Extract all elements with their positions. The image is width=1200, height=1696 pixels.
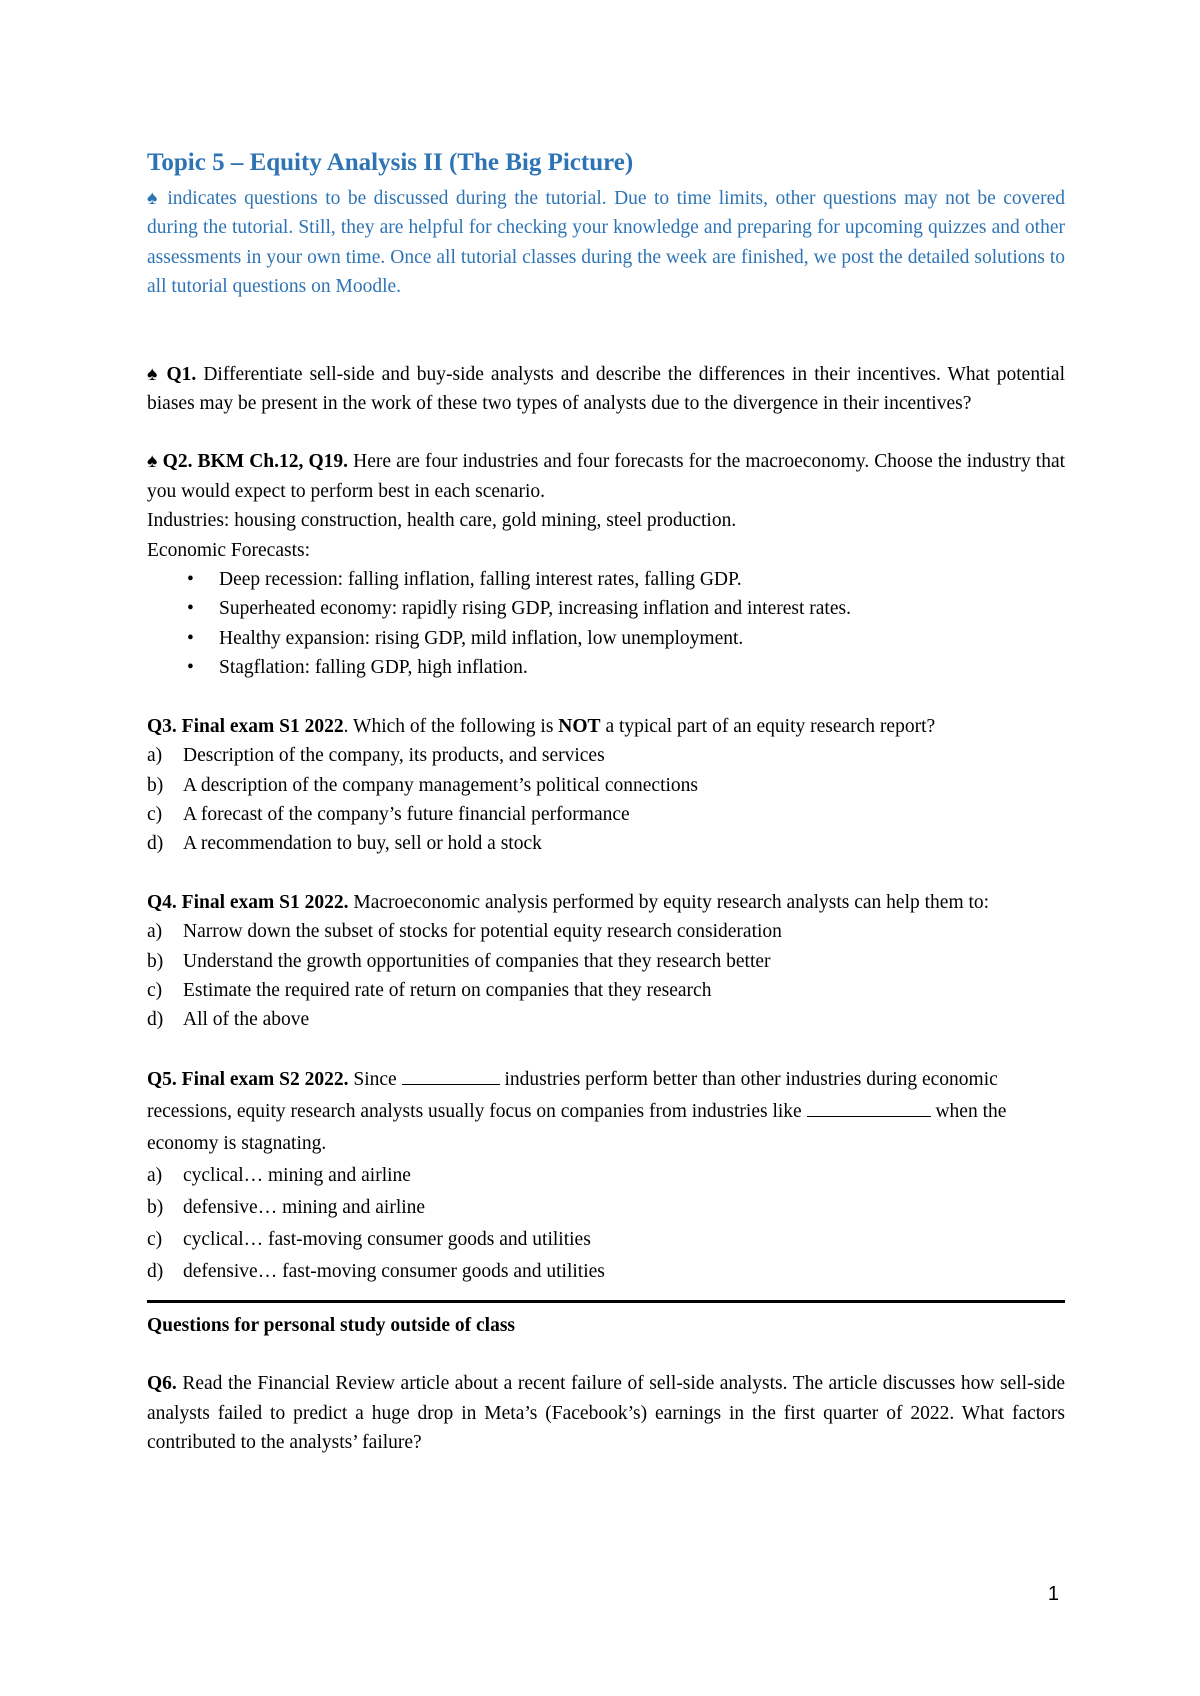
list-item: • Deep recession: falling inflation, falling interest rates, falling GDP. (147, 565, 1065, 594)
spade-marker: ♠ (147, 363, 160, 385)
question-text: Macroeconomic analysis performed by equity research analysts can help them to: (353, 891, 990, 913)
question-label: Q2. BKM Ch.12, Q19. (162, 451, 349, 473)
question-text: Here are four industries and four forecasts for the macroeconomy. Choose the industry that you would expect to perform best in each scenario. (147, 451, 1066, 502)
bullet-icon: • (187, 598, 194, 620)
question-label: Q6. (147, 1373, 177, 1395)
answer-option: c) A forecast of the company’s future financial performance (147, 803, 630, 825)
question-label: Q3. Final exam S1 2022 (147, 715, 344, 737)
list-item: • Healthy expansion: rising GDP, mild inflation, low unemployment. (147, 624, 1065, 653)
list-item: • Superheated economy: rapidly rising GDP, increasing inflation and interest rates. (147, 594, 1065, 623)
bullet-icon: • (187, 657, 194, 679)
answer-option: c) cyclical… fast-moving consumer goods and utilities (147, 1228, 591, 1250)
answer-option: d) A recommendation to buy, sell or hold a stock (147, 833, 542, 855)
answer-options (147, 917, 1065, 1035)
question-text: Differentiate sell-side and buy-side analysts and describe the differences in their incentives. What potential biases may be present in the work of these two types of analysts due to the divergence in their incentives? (147, 363, 1066, 415)
forecasts-label: Economic Forecasts: (147, 539, 310, 561)
intro-paragraph: ♠ indicates questions to be discussed during the tutorial. Due to time limits, other questions may not be covered during the tutorial. Still, they are helpful for checking your knowledge and preparing for upcoming quizzes and other assessments in your own time. Once all tutorial classes during the week are finished, we post the detailed solutions to all tutorial questions on Moodle. (147, 188, 1065, 298)
section-heading: Questions for personal study outside of class (147, 1314, 516, 1336)
question-6 (147, 1369, 1065, 1457)
emphasis-not: NOT (558, 715, 601, 737)
section-divider (147, 1300, 1065, 1303)
answer-option: a) Description of the company, its products, and services (147, 745, 605, 767)
question-2 (147, 447, 1065, 506)
answer-option: d) defensive… fast-moving consumer goods and utilities (147, 1260, 605, 1282)
document-page (147, 146, 1065, 1457)
answer-option: c) Estimate the required rate of return on companies that they research (147, 979, 712, 1001)
page-number: 1 (1047, 1583, 1059, 1605)
page-title: Topic 5 – Equity Analysis II (The Big Picture) (147, 149, 634, 176)
question-4 (147, 888, 1065, 917)
answer-blank-1 (402, 1066, 500, 1085)
answer-options (147, 1160, 1065, 1288)
answer-option: a) cyclical… mining and airline (147, 1164, 411, 1186)
answer-blank-2 (807, 1098, 931, 1117)
spade-marker: ♠ (147, 451, 158, 473)
question-3: Q3. Final exam S1 2022. Which of the following is NOT a typical part of an equity research report? (147, 715, 936, 737)
answer-option: b) defensive… mining and airline (147, 1196, 426, 1218)
answer-option: a) Narrow down the subset of stocks for potential equity research consideration (147, 921, 782, 943)
bullet-icon: • (187, 627, 194, 649)
question-label: Q5. Final exam S2 2022. (147, 1068, 349, 1090)
question-text: Read the Financial Review article about a recent failure of sell-side analysts. The article discusses how sell-side analysts failed to predict a huge drop in Meta’s (Facebook’s) earnings in the first quarter of 2022. What factors contributed to the analysts’ failure? (147, 1373, 1066, 1453)
industries-line: Industries: housing construction, health care, gold mining, steel production. (147, 510, 737, 532)
question-1 (147, 360, 1065, 419)
answer-option: d) All of the above (147, 1009, 310, 1031)
question-label: Q4. Final exam S1 2022. (147, 891, 349, 913)
answer-option: b) Understand the growth opportunities of companies that they research better (147, 950, 771, 972)
bullet-icon: • (187, 569, 194, 591)
question-label: Q1. (166, 363, 197, 385)
forecast-list (147, 565, 1065, 683)
list-item: • Stagflation: falling GDP, high inflation. (147, 653, 1065, 682)
answer-option: b) A description of the company management’s political connections (147, 774, 698, 796)
answer-options (147, 741, 1065, 859)
question-5: Q5. Final exam S2 2022. Since industries perform better than other industries during economic recessions, equity research analysts usually focus on companies from industries like when the economy is stagnating. (147, 1064, 1065, 1160)
